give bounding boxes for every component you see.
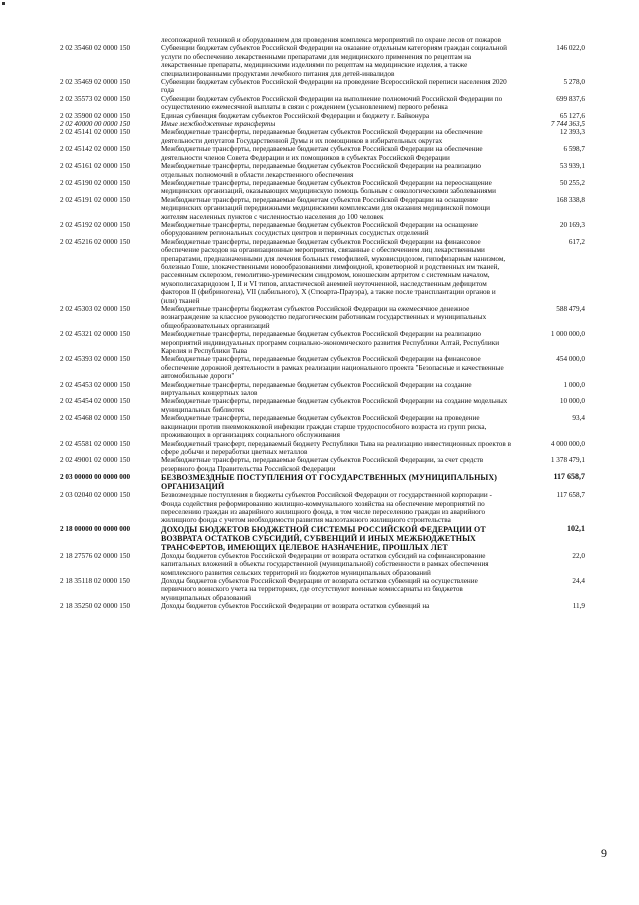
description-cell: Субвенции бюджетам субъектов Российской Федерации на выполнение полномочий Российской Федерации по осуществлению ежемесячной выплаты в связи с рождением (усыновлением) первого ребенка <box>161 94 503 112</box>
amount-cell: 50 255,2 <box>559 178 585 187</box>
budget-code-cell: 2 02 45161 02 0000 150 <box>60 162 131 171</box>
table-row <box>60 305 585 330</box>
description-cell: Межбюджетные трансферты, передаваемые бюджетам субъектов Российской Федерации на обеспечение деятельности депутатов Государственной Думы и их помощников в избирательных округах <box>161 128 483 145</box>
budget-code-cell: 2 02 45142 02 0000 150 <box>60 145 131 154</box>
description-cell: БЕЗВОЗМЕЗДНЫЕ ПОСТУПЛЕНИЯ ОТ ГОСУДАРСТВЕННЫХ (МУНИЦИПАЛЬНЫХ) ОРГАНИЗАЦИЙ <box>161 473 498 492</box>
table-row <box>60 78 585 95</box>
budget-code-cell: 2 03 02040 02 0000 150 <box>60 491 131 500</box>
budget-code-cell: 2 02 45468 02 0000 150 <box>60 414 131 423</box>
amount-cell: 117 658,7 <box>553 472 585 482</box>
amount-cell: 20 169,3 <box>559 220 585 229</box>
budget-code-cell: 2 02 45303 02 0000 150 <box>60 305 131 313</box>
table-row <box>60 440 585 457</box>
description-cell: Субвенции бюджетам субъектов Российской Федерации на проведение Всероссийской переписи населения 2020 года <box>161 78 507 95</box>
table-row <box>60 577 585 602</box>
budget-code-cell: 2 02 45453 02 0000 150 <box>60 380 131 389</box>
table-row <box>60 196 585 221</box>
description-cell: Межбюджетные трансферты, передаваемые бюджетам субъектов Российской Федерации на создание модельных муниципальных библиотек <box>161 397 508 414</box>
table-row <box>60 397 585 414</box>
amount-cell: 10 000,0 <box>559 397 585 406</box>
amount-cell: 6 598,7 <box>563 145 585 154</box>
budget-code-cell: 2 02 45141 02 0000 150 <box>60 128 131 137</box>
page-number: 9 <box>601 846 607 860</box>
table-row <box>60 552 585 577</box>
table-row <box>60 95 585 112</box>
table-row <box>60 355 585 380</box>
amount-cell: 1 000 000,0 <box>550 330 585 339</box>
budget-code-cell: 2 18 27576 02 0000 150 <box>60 551 131 560</box>
table-row <box>60 221 585 238</box>
table-row <box>60 128 585 145</box>
table-row <box>60 456 585 473</box>
amount-cell: 117 658,7 <box>556 491 585 500</box>
amount-cell: 102,1 <box>567 523 585 533</box>
table-row <box>60 162 585 179</box>
budget-code-cell: 2 03 00000 00 0000 000 <box>60 473 131 482</box>
amount-cell: 93,4 <box>572 414 585 423</box>
budget-code-cell: 2 02 45454 02 0000 150 <box>60 397 131 406</box>
description-cell: Межбюджетные трансферты бюджетам субъектов Российской Федерации на ежемесячное денежное вознаграждение за классное руководство педагогическим работникам государственных и муниципальных общеобразовательных организаций <box>161 305 487 330</box>
description-cell: Межбюджетные трансферты, передаваемые бюджетам субъектов Российской Федерации, за счет средств резервного фонда Правительства Российской Федерации <box>161 456 484 473</box>
table-row <box>60 44 585 78</box>
amount-cell: 24,4 <box>572 576 585 585</box>
table-row <box>60 525 585 552</box>
description-cell: Межбюджетные трансферты, передаваемые бюджетам субъектов Российской Федерации на финансовое обеспечение дорожной деятельности в рамках реализации национального проекта "Безопасные и качественные автомобильные дороги" <box>161 355 504 381</box>
budget-code-cell: 2 18 35250 02 0000 150 <box>60 602 131 611</box>
description-cell: Доходы бюджетов субъектов Российской Федерации от возврата остатков субвенций на осуществление первичного воинского учета на территориях, где отсутствуют военные комиссариаты из бюджетов муниципальных образований <box>161 576 478 602</box>
scan-corner-mark <box>2 2 5 5</box>
budget-code-cell: 2 02 45581 02 0000 150 <box>60 439 131 448</box>
amount-cell: 5 278,0 <box>563 78 585 87</box>
amount-cell: 454 000,0 <box>556 355 585 364</box>
table-row <box>60 491 585 525</box>
description-cell: лесопожарной техникой и оборудованием для проведения комплекса мероприятий по охране лесов от пожаров <box>161 36 501 44</box>
description-cell: Межбюджетные трансферты, передаваемые бюджетам субъектов Российской Федерации на финансовое обеспечение расходов на организационные мероприятия, связанные с обеспечением лиц лекарственными препаратами, предназначенными для лечения больных гемофилией, муковисцидозом, гипофизарным нанизмом, болезнью Гоше, злокачественными новообразованиями лимфоидной, кроветворной и родственных им тканей, рассеянным склерозом, гемолитико-уремическим синдромом, юношеским артритом с системным началом, мукополисахаридозом I, II и VI типов, апластической анемией неуточненной, наследственным дефицитом факторов II (фибриногена), VII (лабильного), X (Стюарта-Прауэра), а также после трансплантации органов и (или) тканей <box>161 237 506 305</box>
amount-cell: 4 000 000,0 <box>550 439 585 448</box>
budget-code-cell: 2 02 45216 02 0000 150 <box>60 237 131 246</box>
description-cell: Межбюджетные трансферты, передаваемые бюджетам субъектов Российской Федерации на переоснащение медицинских организаций, оказывающих медицинскую помощь больным с онкологическими заболеваниями <box>161 178 496 196</box>
amount-cell: 12 393,3 <box>559 128 585 137</box>
description-cell: Субвенции бюджетам субъектов Российской Федерации на оказание отдельным категориям граждан социальной услуги по обеспечению лекарственными препаратами для медицинского применения по рецептам на лекарственные препараты, медицинскими изделиями по рецептам на медицинские изделия, а также специализированными продуктами лечебного питания для детей-инвалидов <box>161 44 508 78</box>
table-row <box>60 120 585 128</box>
description-cell: Межбюджетные трансферты, передаваемые бюджетам субъектов Российской Федерации на оснащение медицинских организаций передвижными медицинскими комплексами для оказания медицинской помощи жителям населенных пунктов с численностью населения до 100 человек <box>161 195 490 221</box>
table-row <box>60 145 585 162</box>
table-row <box>60 473 585 491</box>
budget-code-cell: 2 02 35460 02 0000 150 <box>60 44 131 53</box>
budget-code-cell: 2 02 45191 02 0000 150 <box>60 195 131 204</box>
amount-cell: 617,2 <box>568 237 585 246</box>
description-cell: ДОХОДЫ БЮДЖЕТОВ БЮДЖЕТНОЙ СИСТЕМЫ РОССИЙСКОЙ ФЕДЕРАЦИИ ОТ ВОЗВРАТА ОСТАТКОВ СУБСИДИЙ, СУБВЕНЦИЙ И ИНЫХ МЕЖБЮДЖЕТНЫХ ТРАНСФЕРТОВ, ИМЕЮЩИХ ЦЕЛЕВОЕ НАЗНАЧЕНИЕ, ПРОШЛЫХ ЛЕТ <box>161 524 486 552</box>
description-cell: Межбюджетный трансферт, передаваемый бюджету Республики Тыва на реализацию инвестиционных проектов в сфере добычи и переработки цветных металлов <box>161 439 511 456</box>
table-row <box>60 414 585 439</box>
table-row <box>60 179 585 196</box>
amount-cell: 588 479,4 <box>556 305 585 313</box>
description-cell: Межбюджетные трансферты, передаваемые бюджетам субъектов Российской Федерации на оснащение оборудованием региональных сосудистых центров и первичных сосудистых отделений <box>161 220 478 238</box>
description-cell: Межбюджетные трансферты, передаваемые бюджетам субъектов Российской Федерации на обеспечение деятельности членов Совета Федерации и их помощников в субъектах Российской Федерации <box>161 145 483 162</box>
budget-code-cell: 2 18 35118 02 0000 150 <box>60 576 130 585</box>
amount-cell: 1 378 479,1 <box>550 456 585 465</box>
description-cell: Безвозмездные поступления в бюджеты субъектов Российской Федерации от государственной корпорации - Фонда содействия реформированию жилищно-коммунального хозяйства на обеспечение мероприятий по переселению граждан из аварийного жилищного фонда, в том числе переселению граждан из аварийного жилищного фонда с учетом необходимости развития малоэтажного жилищного строительства <box>161 491 492 525</box>
budget-code-cell: 2 02 35573 02 0000 150 <box>60 94 131 103</box>
description-cell: Межбюджетные трансферты, передаваемые бюджетам субъектов Российской Федерации на реализацию мероприятий индивидуальных программ социально-экономического развития Республики Алтай, Республики Карелия и Республики Тыва <box>161 330 500 356</box>
table-row <box>60 602 585 610</box>
description-cell: Доходы бюджетов субъектов Российской Федерации от возврата остатков субсидий на софинансирование капитальных вложений в объекты государственной (муниципальной) собственности в рамках обеспечения комплексного развития сельских территорий из бюджетов муниципальных образований <box>161 551 489 577</box>
table-row <box>60 112 585 120</box>
budget-code-cell: 2 18 00000 00 0000 000 <box>60 524 131 533</box>
description-cell: Доходы бюджетов субъектов Российской Федерации от возврата остатков субвенций на <box>161 602 430 611</box>
table-row <box>60 381 585 398</box>
amount-cell: 22,0 <box>572 551 585 560</box>
description-cell: Межбюджетные трансферты, передаваемые бюджетам субъектов Российской Федерации на создание виртуальных концертных залов <box>161 380 472 398</box>
table-row <box>60 330 585 355</box>
budget-code-cell: 2 02 45393 02 0000 150 <box>60 355 131 364</box>
budget-code-cell: 2 02 35469 02 0000 150 <box>60 78 131 87</box>
amount-cell: 1 000,0 <box>563 380 585 389</box>
description-cell: Межбюджетные трансферты, передаваемые бюджетам субъектов Российской Федерации на реализацию отдельных полномочий в области лекарственного обеспечения <box>161 162 481 179</box>
amount-cell: 146 022,0 <box>556 44 585 53</box>
amount-cell <box>512 36 585 44</box>
amount-cell: 168 338,8 <box>556 195 585 204</box>
table-row <box>60 238 585 305</box>
budget-code-cell: 2 02 35900 02 0000 150 <box>60 111 131 120</box>
budget-code-cell: 2 02 45321 02 0000 150 <box>60 330 131 339</box>
revenue-table <box>60 36 585 611</box>
budget-code-cell: 2 02 45192 02 0000 150 <box>60 220 131 229</box>
amount-cell: 7 744 363,5 <box>550 120 585 129</box>
budget-code-cell: 2 02 40000 00 0000 150 <box>60 120 131 129</box>
description-cell: Иные межбюджетные трансферты <box>161 120 276 129</box>
amount-cell: 65 127,6 <box>559 111 585 120</box>
description-cell: Межбюджетные трансферты, передаваемые бюджетам субъектов Российской Федерации на проведение вакцинации против пневмококковой инфекции граждан старше трудоспособного возраста из групп риска, проживающих в организациях социального обслуживания <box>161 414 487 440</box>
table-row <box>60 36 585 44</box>
description-cell: Единая субвенция бюджетам субъектов Российской Федерации и бюджету г. Байконура <box>161 111 430 120</box>
revenue-table-body <box>60 36 585 611</box>
budget-code-cell: 2 02 49001 02 0000 150 <box>60 456 131 465</box>
budget-code-cell: 2 02 45190 02 0000 150 <box>60 178 131 187</box>
amount-cell: 53 939,1 <box>559 162 585 171</box>
amount-cell: 11,9 <box>572 602 585 611</box>
amount-cell: 699 837,6 <box>556 94 585 103</box>
budget-code-cell <box>60 36 161 44</box>
